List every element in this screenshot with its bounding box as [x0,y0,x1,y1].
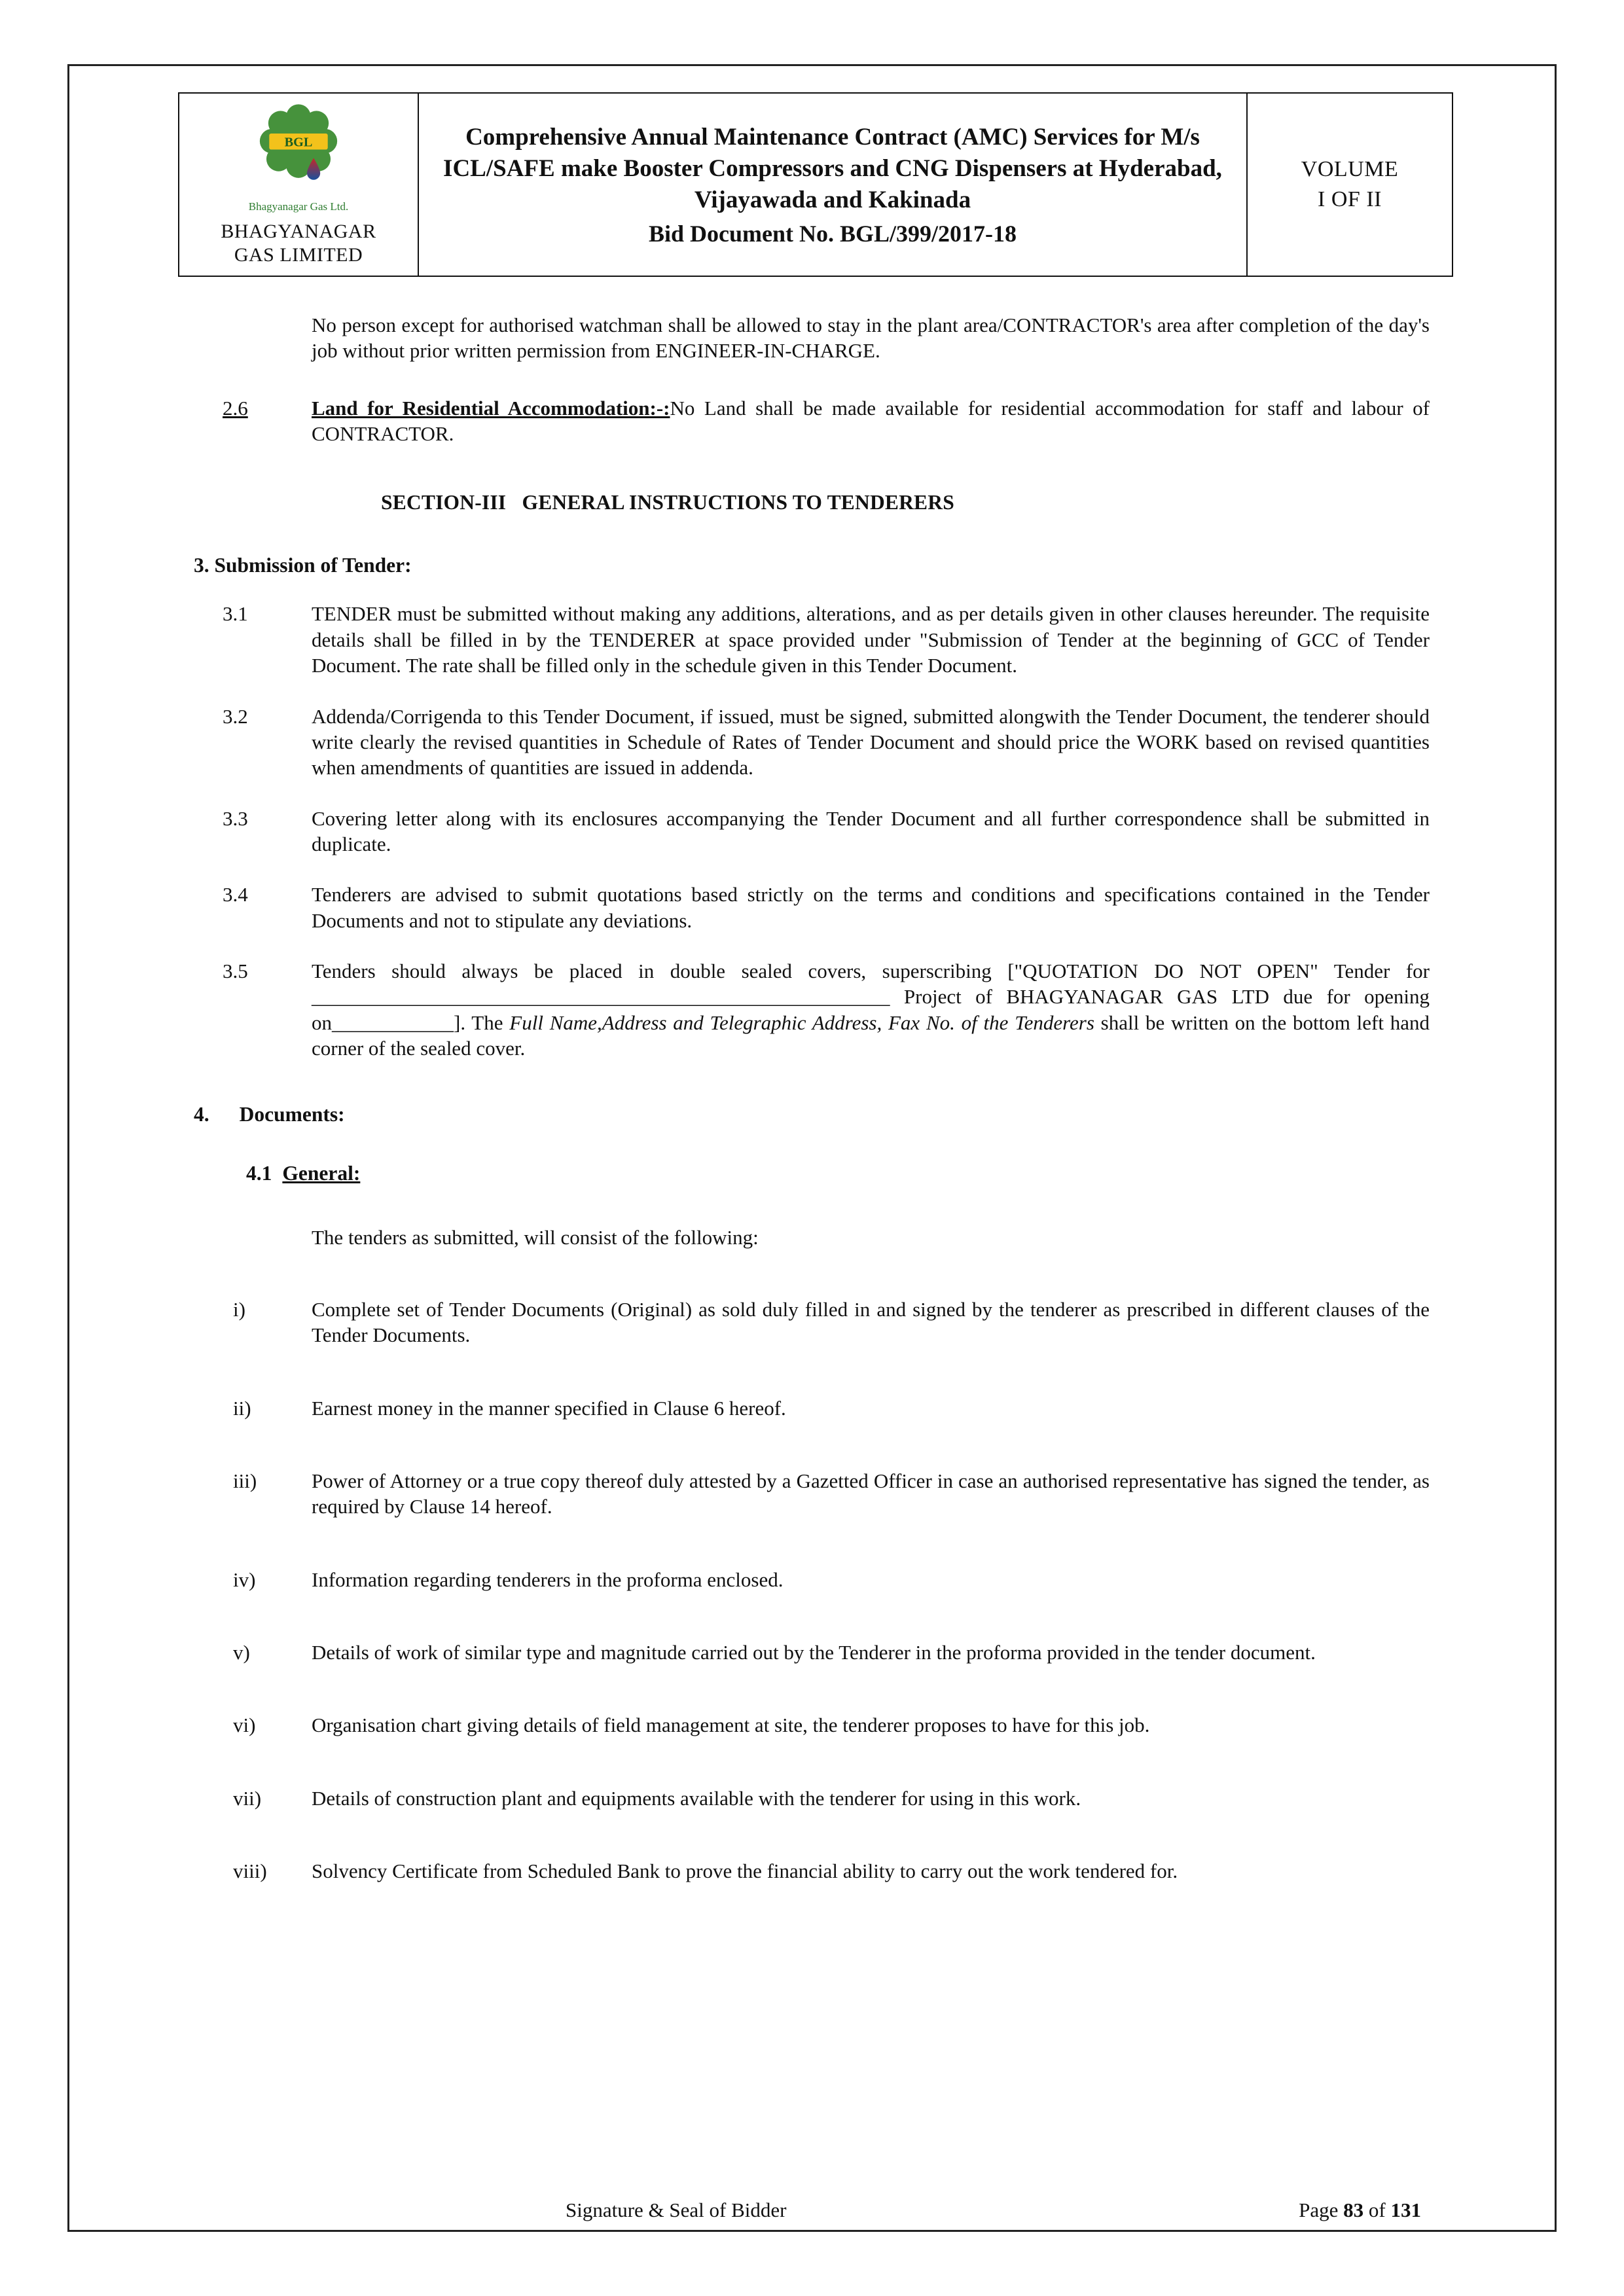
list-text-viii: Solvency Certificate from Scheduled Bank to prove the financial ability to carry out the work tendered for. [312,1859,1178,1883]
submission-of-tender-heading: 3. Submission of Tender: [194,554,412,577]
volume-line1: VOLUME [1301,157,1399,182]
document-list-item-iv [194,1567,1430,1592]
document-list-item-vii [194,1785,1430,1811]
clause-3-4-number: 3.4 [223,883,248,906]
list-marker-iii: iii) [233,1469,257,1492]
documents-heading-label: Documents: [239,1103,345,1126]
list-text-iii: Power of Attorney or a true copy thereof duly attested by a Gazetted Officer in case an authorised representative has signed the tender, as required by Clause 14 hereof. [312,1469,1430,1518]
clause-3-1 [194,601,1430,678]
list-marker-i: i) [233,1297,245,1321]
list-text-iv: Information regarding tenderers in the proforma enclosed. [312,1568,784,1591]
list-text-vi: Organisation chart giving details of field management at site, the tenderer proposes to have for this job. [312,1713,1150,1737]
company-name [221,220,376,268]
bgl-logo-icon [238,101,359,200]
document-body [194,312,1430,1884]
page-number [1299,2198,1421,2222]
documents-heading-number: 4. [194,1103,209,1126]
documents-intro: The tenders as submitted, will consist of the following: [312,1226,759,1249]
clause-3-3 [194,806,1430,857]
document-title: Comprehensive Annual Maintenance Contract (AMC) Services for M/s ICL/SAFE make Booster Compressors and CNG Dispensers at Hyderabad, Vijayawada and Kakinada [443,123,1222,213]
clause-3-1-text: TENDER must be submitted without making any additions, alterations, and as per details given in other clauses hereunder. The requisite details shall be filled in by the TENDERER at space provided under "Submission of Tender at the beginning of GCC of Tender Document. The rate shall be filled only in the schedule given in this Tender Document. [312,602,1430,677]
clause-3-4-text: Tenderers are advised to submit quotations based strictly on the terms and conditions and specifications contained in the Tender Documents and not to stipulate any deviations. [312,883,1430,932]
clause-2-6-label: Land for Residential Accommodation:-: [312,396,670,420]
bid-document-number: Bid Document No. BGL/399/2017-18 [648,221,1017,247]
clause-3-5-text [312,958,1430,1061]
clause-3-5 [194,958,1430,1061]
general-heading-label: General: [282,1162,361,1185]
list-marker-ii: ii) [233,1396,251,1420]
clause-3-5-number: 3.5 [223,960,248,983]
page-word: Page [1299,2198,1339,2221]
document-list-item-vi [194,1712,1430,1738]
signature-label: Signature & Seal of Bidder [566,2198,787,2221]
clause-3-5-seg1: Tenders should always be placed in double sealed covers, superscribing ["QUOTATION DO NOT OPEN" Tender for [312,960,1430,983]
of-word: of [1368,2198,1386,2221]
clause-3-5-seg4: shall be written on the bottom left hand corner of the sealed cover. [312,1011,1430,1060]
fill-in-blank-project: _________________________________________________________ [312,985,890,1009]
logo-cell [179,94,419,276]
clause-2-6-body: No Land shall be made available for residential accommodation for staff and labour of CONTRACTOR. [312,396,1430,446]
general-heading-number: 4.1 [246,1162,272,1185]
clause-3-5-italic: Full Name,Address and Telegraphic Address, Fax No. of the Tenderers [509,1011,1094,1034]
volume-cell [1248,94,1452,276]
clause-3-5-seg3: ]. The [454,1011,510,1034]
clause-3-2 [194,704,1430,781]
clause-2-6-text [312,395,1430,447]
logo-caption: Bhagyanagar Gas Ltd. [248,200,349,213]
list-marker-v: v) [233,1640,250,1664]
document-list-item-ii [194,1395,1430,1421]
document-list-item-iii [194,1468,1430,1520]
logo-acronym: BGL [284,135,313,150]
fill-in-blank-date: ____________ [332,1011,454,1034]
list-text-v: Details of work of similar type and magnitude carried out by the Tenderer in the proforma provided in the tender document. [312,1640,1316,1664]
list-text-i: Complete set of Tender Documents (Original) as sold duly filled in and signed by the tenderer as prescribed in different clauses of the Tender Documents. [312,1297,1430,1347]
page-border-frame [67,64,1557,2232]
clause-3-5-seg2: Project of BHAGYANAGAR GAS LTD due for opening on [312,985,1430,1034]
list-marker-iv: iv) [233,1568,256,1591]
clause-3-1-number: 3.1 [223,602,248,626]
document-list-item-v [194,1640,1430,1665]
documents-heading [194,1102,1430,1128]
section-heading: SECTION-III GENERAL INSTRUCTIONS TO TENDERERS [381,491,954,514]
page-number-current: 83 [1343,2198,1364,2221]
clause-2-6 [194,395,1430,447]
page-number-total: 131 [1390,2198,1421,2221]
clause-3-2-number: 3.2 [223,704,248,728]
clause-3-2-text: Addenda/Corrigenda to this Tender Document, if issued, must be signed, submitted alongwith the Tender Document, the tenderer should write clearly the revised quantities in Schedule of Rates of Tender Document and should price the WORK based on revised quantities when amendments of quantities are issued in addenda. [312,704,1430,780]
list-text-ii: Earnest money in the manner specified in Clause 6 hereof. [312,1396,786,1420]
document-list-item-viii [194,1858,1430,1884]
company-name-line1: BHAGYANAGAR [221,220,376,242]
clause-3-3-number: 3.3 [223,806,248,830]
page-footer [69,2195,1555,2222]
company-name-line2: GAS LIMITED [234,244,363,266]
title-cell [419,94,1248,276]
list-marker-vi: vi) [233,1713,256,1737]
intro-paragraph: No person except for authorised watchman shall be allowed to stay in the plant area/CONTRACTOR's area after completion of the day's job without prior written permission from ENGINEER-IN-CHARGE. [312,314,1430,363]
list-marker-vii: vii) [233,1786,262,1810]
volume-line2: I OF II [1318,187,1382,211]
document-header [178,92,1453,277]
general-heading [246,1160,1430,1187]
list-text-vii: Details of construction plant and equipments available with the tenderer for using in this work. [312,1786,1081,1810]
list-marker-viii: viii) [233,1859,267,1883]
clause-3-3-text: Covering letter along with its enclosures accompanying the Tender Document and all further correspondence shall be submitted in duplicate. [312,806,1430,855]
clause-3-4 [194,882,1430,933]
clause-2-6-number: 2.6 [223,396,248,420]
document-list-item-i [194,1297,1430,1348]
